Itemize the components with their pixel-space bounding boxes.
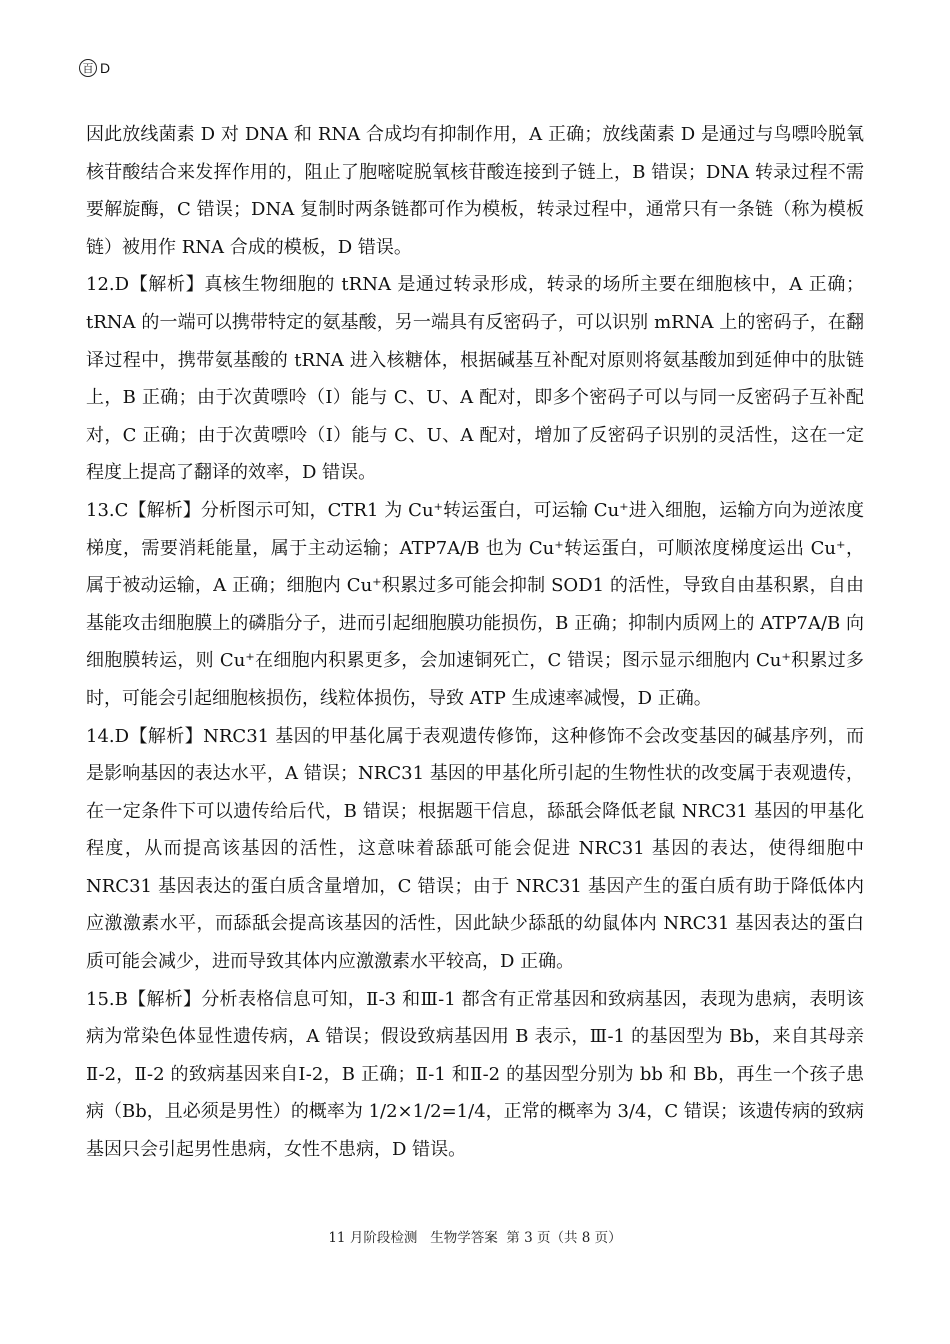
footer-exam: 11 月阶段检测 <box>328 1230 418 1246</box>
answer-text <box>86 116 864 1169</box>
paragraph-15: 15.B【解析】分析表格信息可知，Ⅱ-3 和Ⅲ-1 都含有正常基因和致病基因，表现为患病，表明该病为常染色体显性遗传病，A 错误；假设致病基因用 B 表示，Ⅲ-1 的基因型为 Bb，来自其母亲Ⅱ-2，Ⅱ-2 的致病基因来自Ⅰ-2，B 正确；Ⅱ-1 和Ⅱ-2 的基因型分别为 bb 和 Bb，再生一个孩子患病（Bb，且必须是男性）的概率为 1/2×1/2=1/4，正常的概率为 3/4，C 错误；该遗传病的致病基因只会引起男性患病，女性不患病，D 错误。 <box>86 988 864 1161</box>
paragraph-13: 13.C【解析】分析图示可知，CTR1 为 Cu⁺转运蛋白，可运输 Cu⁺进入细胞，运输方向为逆浓度梯度，需要消耗能量，属于主动运输；ATP7A/B 也为 Cu⁺转运蛋白，可顺浓度梯度运出 Cu⁺，属于被动运输，A 正确；细胞内 Cu⁺积累过多可能会抑制 SOD1 的活性，导致自由基积累，自由基能攻击细胞膜上的磷脂分子，进而引起细胞膜功能损伤，B 正确；抑制内质网上的 ATP7A/B 向细胞膜转运，则 Cu⁺在细胞内积累更多，会加速铜死亡，C 错误；图示显示细胞内 Cu⁺积累过多时，可能会引起细胞核损伤，线粒体损伤，导致 ATP 生成速率减慢，D 正确。 <box>86 499 864 709</box>
footer-subject: 生物学答案 <box>430 1230 498 1246</box>
logo-circle-icon: 百 <box>79 59 97 77</box>
page-footer <box>0 1226 950 1246</box>
footer-page: 第 3 页（共 8 页） <box>506 1230 622 1246</box>
paragraph-12: 12.D【解析】真核生物细胞的 tRNA 是通过转录形成，转录的场所主要在细胞核中，A 正确；tRNA 的一端可以携带特定的氨基酸，另一端具有反密码子，可以识别 mRNA 上的密码子，在翻译过程中，携带氨基酸的 tRNA 进入核糖体，根据碱基互补配对原则将氨基酸加到延伸中的肽链上，B 正确；由于次黄嘌呤（I）能与 C、U、A 配对，即多个密码子可以与同一反密码子互补配对，C 正确；由于次黄嘌呤（I）能与 C、U、A 配对，增加了反密码子识别的灵活性，这在一定程度上提高了翻译的效率，D 错误。 <box>86 274 864 484</box>
logo-letter: D <box>100 60 111 76</box>
paragraph-11-continued: 因此放线菌素 D 对 DNA 和 RNA 合成均有抑制作用，A 正确；放线菌素 D 是通过与鸟嘌呤脱氧核苷酸结合来发挥作用的，阻止了胞嘧啶脱氧核苷酸连接到子链上，B 错误；DNA 转录过程不需要解旋酶，C 错误；DNA 复制时两条链都可作为模板，转录过程中，通常只有一条链（称为模板链）被用作 RNA 合成的模板，D 错误。 <box>86 124 864 258</box>
logo <box>79 59 110 77</box>
paragraph-14: 14.D【解析】NRC31 基因的甲基化属于表观遗传修饰，这种修饰不会改变基因的碱基序列，而是影响基因的表达水平，A 错误；NRC31 基因的甲基化所引起的生物性状的改变属于表观遗传，在一定条件下可以遗传给后代，B 错误；根据题干信息，舔舐会降低老鼠 NRC31 基因的甲基化程度，从而提高该基因的活性，这意味着舔舐可能会促进 NRC31 基因的表达，使得细胞中 NRC31 基因表达的蛋白质含量增加，C 错误；由于 NRC31 基因产生的蛋白质有助于降低体内应激激素水平，而舔舐会提高该基因的活性，因此缺少舔舐的幼鼠体内 NRC31 基因表达的蛋白质可能会减少，进而导致其体内应激激素水平较高，D 正确。 <box>86 725 864 973</box>
